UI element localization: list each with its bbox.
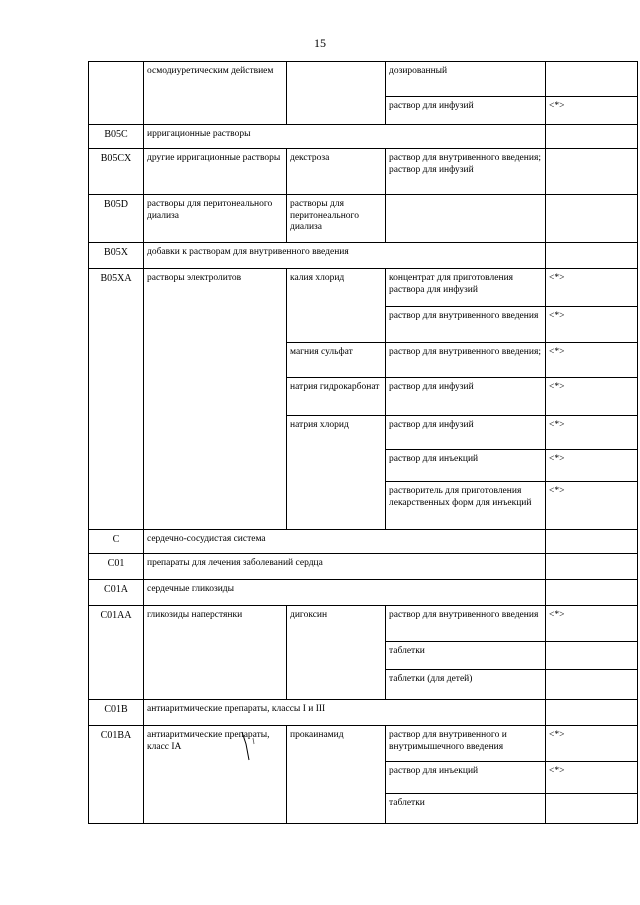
form-cell: раствор для внутривенного введения [386, 307, 546, 343]
mark-cell: <*> [546, 606, 638, 642]
atc-code-cell: C01B [89, 700, 144, 726]
table-row [89, 606, 638, 642]
table-row [89, 269, 638, 307]
form-cell: таблетки [386, 642, 546, 670]
table-row [89, 580, 638, 606]
table-row [89, 554, 638, 580]
mark-cell [546, 794, 638, 824]
table-row [89, 700, 638, 726]
drug-cell: магния сульфат [287, 343, 386, 378]
drug-cell: натрия хлорид [287, 416, 386, 530]
drug-cell: прокаинамид [287, 726, 386, 824]
atc-code-cell: B05X [89, 243, 144, 269]
group-heading-cell: сердечно-сосудистая система [144, 530, 546, 554]
mark-cell [546, 642, 638, 670]
form-cell: таблетки (для детей) [386, 670, 546, 700]
mark-cell: <*> [546, 97, 638, 125]
group-heading-cell: сердечные гликозиды [144, 580, 546, 606]
mark-cell [546, 195, 638, 243]
form-cell: таблетки [386, 794, 546, 824]
mark-cell [546, 149, 638, 195]
group-heading-cell: добавки к растворам для внутривенного введения [144, 243, 546, 269]
drug-cell [287, 62, 386, 125]
form-cell: концентрат для приготовления раствора для инфузий [386, 269, 546, 307]
group-cell: осмодиуретическим действием [144, 62, 287, 125]
form-cell: раствор для внутривенного и внутримышечного введения [386, 726, 546, 762]
mark-cell: <*> [546, 416, 638, 450]
group-heading-cell: препараты для лечения заболеваний сердца [144, 554, 546, 580]
form-cell: раствор для инфузий [386, 416, 546, 450]
group-label: антиаритмические препараты, класс IA [147, 730, 270, 752]
table-row [89, 195, 638, 243]
form-cell: дозированный [386, 62, 546, 97]
mark-cell [546, 125, 638, 149]
page-number: 15 [314, 36, 326, 50]
table-row [89, 125, 638, 149]
mark-cell: <*> [546, 378, 638, 416]
mark-cell [546, 530, 638, 554]
drug-cell: дигоксин [287, 606, 386, 700]
form-cell [386, 195, 546, 243]
table-row [89, 243, 638, 269]
form-cell: раствор для инъекций [386, 450, 546, 482]
pen-mark [238, 730, 258, 770]
group-cell: растворы электролитов [144, 269, 287, 530]
table-row [89, 530, 638, 554]
atc-code-cell: C01AA [89, 606, 144, 700]
mark-cell: <*> [546, 307, 638, 343]
drug-cell: калия хлорид [287, 269, 386, 343]
atc-code-cell: B05C [89, 125, 144, 149]
group-cell: гликозиды наперстянки [144, 606, 287, 700]
mark-cell [546, 554, 638, 580]
atc-code-cell: C01A [89, 580, 144, 606]
form-cell: растворитель для приготовления лекарственных форм для инъекций [386, 482, 546, 530]
group-cell: растворы для перитонеального диализа [144, 195, 287, 243]
form-cell: раствор для инфузий [386, 97, 546, 125]
atc-code-cell: C01 [89, 554, 144, 580]
mark-cell [546, 670, 638, 700]
group-cell [144, 726, 287, 824]
mark-cell: <*> [546, 762, 638, 794]
form-cell: раствор для инфузий [386, 378, 546, 416]
mark-cell: <*> [546, 269, 638, 307]
table-row [89, 62, 638, 97]
atc-code-cell: B05XA [89, 269, 144, 530]
form-cell: раствор для внутривенного введения; раствор для инфузий [386, 149, 546, 195]
drug-table [88, 61, 638, 824]
group-heading-cell: антиаритмические препараты, классы I и III [144, 700, 546, 726]
mark-cell: <*> [546, 482, 638, 530]
form-cell: раствор для инъекций [386, 762, 546, 794]
mark-cell [546, 62, 638, 97]
mark-cell: <*> [546, 450, 638, 482]
mark-cell [546, 700, 638, 726]
atc-code-cell [89, 62, 144, 125]
group-cell: другие ирригационные растворы [144, 149, 287, 195]
form-cell: раствор для внутривенного введения [386, 606, 546, 642]
mark-cell [546, 243, 638, 269]
table-row [89, 726, 638, 762]
form-cell: раствор для внутривенного введения; [386, 343, 546, 378]
mark-cell: <*> [546, 726, 638, 762]
group-heading-cell: ирригационные растворы [144, 125, 546, 149]
atc-code-cell: B05CX [89, 149, 144, 195]
atc-code-cell: B05D [89, 195, 144, 243]
mark-cell [546, 580, 638, 606]
table-row [89, 149, 638, 195]
mark-cell: <*> [546, 343, 638, 378]
drug-cell: декстроза [287, 149, 386, 195]
atc-code-cell: C [89, 530, 144, 554]
atc-code-cell: C01BA [89, 726, 144, 824]
drug-cell: натрия гидрокарбонат [287, 378, 386, 416]
drug-cell: растворы для перитонеального диализа [287, 195, 386, 243]
